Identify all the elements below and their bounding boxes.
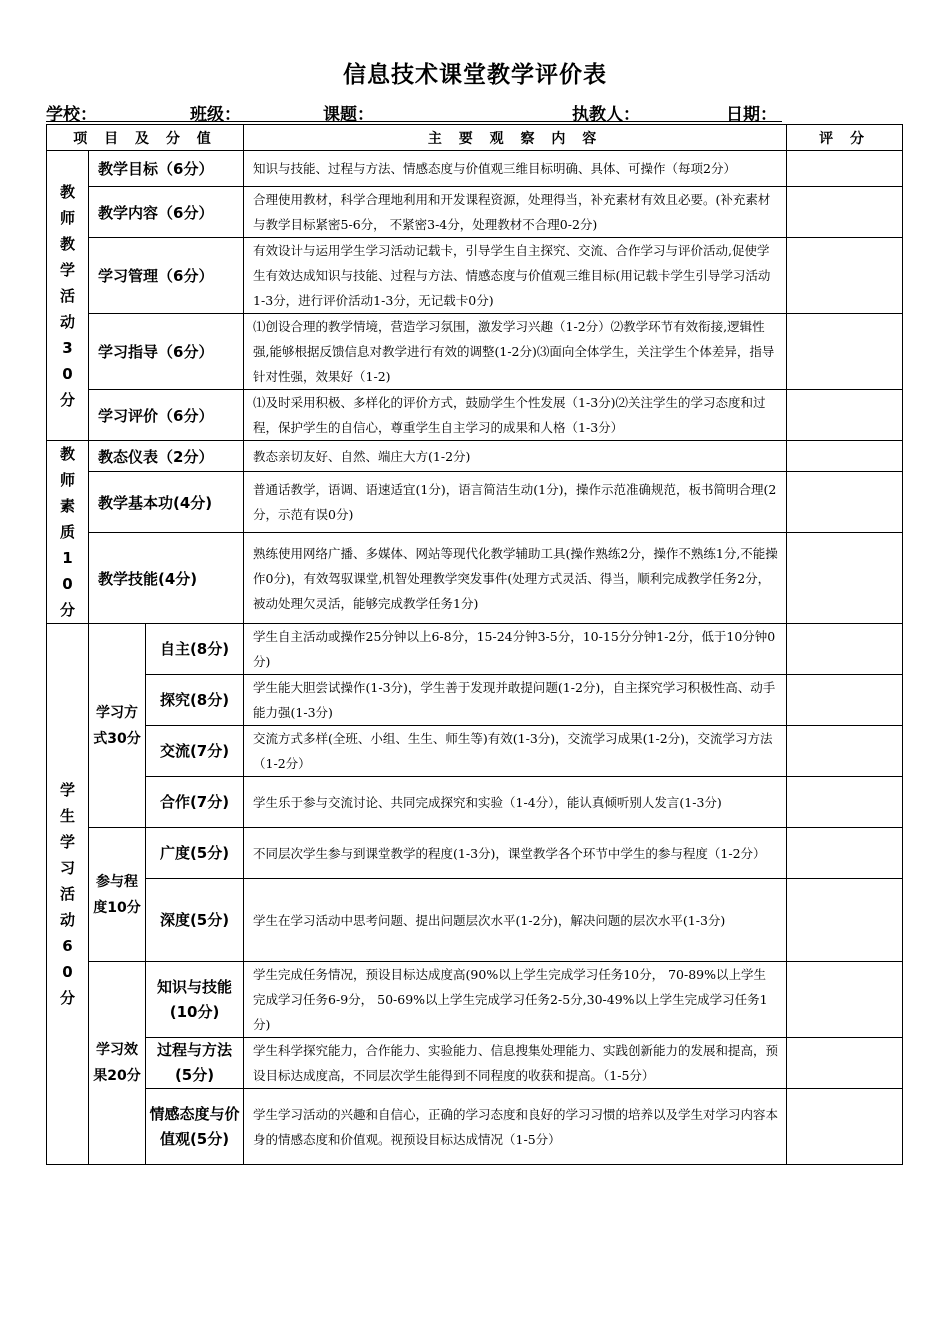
item-content: 不同层次学生参与到课堂教学的程度(1-3分)，课堂教学各个环节中学生的参与程度（1-2分）: [244, 828, 787, 879]
table-row: [47, 962, 903, 1038]
table-row: [47, 441, 903, 472]
item-label: 广度(5分): [146, 828, 244, 879]
group-learning-mode: 学习方式30分: [89, 624, 146, 828]
item-label: 教态仪表（2分）: [89, 441, 244, 472]
item-label: 学习指导（6分）: [89, 314, 244, 390]
item-label: 深度(5分): [146, 879, 244, 962]
header-score: 评 分: [787, 125, 903, 151]
item-label: 合作(7分): [146, 777, 244, 828]
page-title: 信息技术课堂教学评价表: [343, 62, 607, 88]
item-content: 教态亲切友好、自然、端庄大方(1-2分): [244, 441, 787, 472]
score-cell[interactable]: [787, 1089, 903, 1165]
score-cell[interactable]: [787, 472, 903, 533]
item-label: 学习管理（6分）: [89, 238, 244, 314]
class-label: 班级：: [190, 105, 241, 125]
item-label: 学习评价（6分）: [89, 390, 244, 441]
table-row: [47, 1038, 903, 1089]
item-content: 学生在学习活动中思考问题、提出问题层次水平(1-2分)，解决问题的层次水平(1-3分): [244, 879, 787, 962]
item-label: 自主(8分): [146, 624, 244, 675]
table-row: [47, 314, 903, 390]
table-row: [47, 238, 903, 314]
score-cell[interactable]: [787, 151, 903, 187]
section-student-activity: 学生学习活动60分: [47, 624, 89, 1165]
score-cell[interactable]: [787, 441, 903, 472]
score-cell[interactable]: [787, 187, 903, 238]
table-row: [47, 777, 903, 828]
item-content: 交流方式多样(全班、小组、生生、师生等)有效(1-3分)，交流学习成果(1-2分)，交流学习方法（1-2分）: [244, 726, 787, 777]
score-cell[interactable]: [787, 879, 903, 962]
table-row: [47, 390, 903, 441]
table-row: [47, 828, 903, 879]
item-label: 情感态度与价值观(5分): [146, 1089, 244, 1165]
info-underline: [46, 121, 782, 122]
section-teacher-quality: 教师素质10分: [47, 441, 89, 624]
item-content: 学生乐于参与交流讨论、共同完成探究和实验（1-4分），能认真倾听别人发言(1-3分): [244, 777, 787, 828]
item-label: 过程与方法(5分): [146, 1038, 244, 1089]
item-content: 学生自主活动或操作25分钟以上6-8分，15-24分钟3-5分，10-15分分钟1-2分，低于10分钟0分): [244, 624, 787, 675]
score-cell[interactable]: [787, 962, 903, 1038]
school-label: 学校：: [46, 105, 97, 125]
table-row: [47, 675, 903, 726]
table-row: [47, 472, 903, 533]
item-content: 合理使用教材，科学合理地利用和开发课程资源，处理得当，补充素材有效且必要。(补充素材与教学目标紧密5-6分， 不紧密3-4分，处理教材不合理0-2分): [244, 187, 787, 238]
date-label: 日期：: [726, 105, 777, 125]
item-label: 教学技能(4分): [89, 533, 244, 624]
group-learning-effect: 学习效果20分: [89, 962, 146, 1165]
score-cell[interactable]: [787, 533, 903, 624]
score-cell[interactable]: [787, 675, 903, 726]
evaluation-table: [46, 124, 903, 1165]
table-row: [47, 533, 903, 624]
topic-label: 课题：: [323, 105, 374, 125]
item-content: 学生科学探究能力，合作能力、实验能力、信息搜集处理能力、实践创新能力的发展和提高，预设目标达成度高，不同层次学生能得到不同程度的收获和提高。（1-5分）: [244, 1038, 787, 1089]
header-content: 主 要 观 察 内 容: [244, 125, 787, 151]
item-content: 知识与技能、过程与方法、情感态度与价值观三维目标明确、具体、可操作（每项2分）: [244, 151, 787, 187]
table-row: [47, 1089, 903, 1165]
score-cell[interactable]: [787, 828, 903, 879]
header-item: 项 目 及 分 值: [47, 125, 244, 151]
item-content: 学生能大胆尝试操作(1-3分)，学生善于发现并敢提问题(1-2分)，自主探究学习积极性高、动手能力强(1-3分): [244, 675, 787, 726]
score-cell[interactable]: [787, 238, 903, 314]
table-row: [47, 879, 903, 962]
header-row: [47, 125, 903, 151]
item-label: 教学内容（6分）: [89, 187, 244, 238]
score-cell[interactable]: [787, 777, 903, 828]
item-label: 教学基本功(4分): [89, 472, 244, 533]
item-label: 交流(7分): [146, 726, 244, 777]
item-content: 学生完成任务情况，预设目标达成度高(90%以上学生完成学习任务10分， 70-89%以上学生完成学习任务6-9分， 50-69%以上学生完成学习任务2-5分,30-49%以上学生完成学习任务1分): [244, 962, 787, 1038]
section-teacher-activity: 教师教学活动30分: [47, 151, 89, 441]
item-label: 知识与技能(10分): [146, 962, 244, 1038]
item-content: ⑴及时采用积极、多样化的评价方式，鼓励学生个性发展（1-3分)⑵关注学生的学习态度和过程，保护学生的自信心，尊重学生自主学习的成果和人格（1-3分）: [244, 390, 787, 441]
item-content: 熟练使用网络广播、多媒体、网站等现代化教学辅助工具(操作熟练2分，操作不熟练1分,不能操作0分)，有效驾驭课堂,机智处理教学突发事件(处理方式灵活、得当，顺利完成教学任务2分，被动处理欠灵活，能够完成教学任务1分): [244, 533, 787, 624]
table-row: [47, 726, 903, 777]
score-cell[interactable]: [787, 390, 903, 441]
item-content: 有效设计与运用学生学习活动记载卡，引导学生自主探究、交流、合作学习与评价活动,促使学生有效达成知识与技能、过程与方法、情感态度与价值观三维目标(用记载卡学生引导学习活动1-3分，进行评价活动1-3分，无记载卡0分): [244, 238, 787, 314]
item-content: 学生学习活动的兴趣和自信心，正确的学习态度和良好的学习习惯的培养以及学生对学习内容本身的情感态度和价值观。视预设目标达成情况（1-5分）: [244, 1089, 787, 1165]
table-row: [47, 624, 903, 675]
item-label: 教学目标（6分）: [89, 151, 244, 187]
header-info: [46, 100, 906, 124]
score-cell[interactable]: [787, 314, 903, 390]
item-content: ⑴创设合理的教学情境，营造学习氛围，激发学习兴趣（1-2分）⑵教学环节有效衔接,逻辑性强,能够根据反馈信息对教学进行有效的调整(1-2分)⑶面向全体学生，关注学生个体差异，指导针对性强，效果好（1-2): [244, 314, 787, 390]
score-cell[interactable]: [787, 624, 903, 675]
item-content: 普通话教学，语调、语速适宜(1分)，语言简洁生动(1分)，操作示范准确规范，板书简明合理(2分，示范有误0分): [244, 472, 787, 533]
group-participation: 参与程度10分: [89, 828, 146, 962]
table-row: [47, 151, 903, 187]
table-row: [47, 187, 903, 238]
item-label: 探究(8分): [146, 675, 244, 726]
score-cell[interactable]: [787, 726, 903, 777]
score-cell[interactable]: [787, 1038, 903, 1089]
teacher-label: 执教人：: [572, 105, 640, 125]
